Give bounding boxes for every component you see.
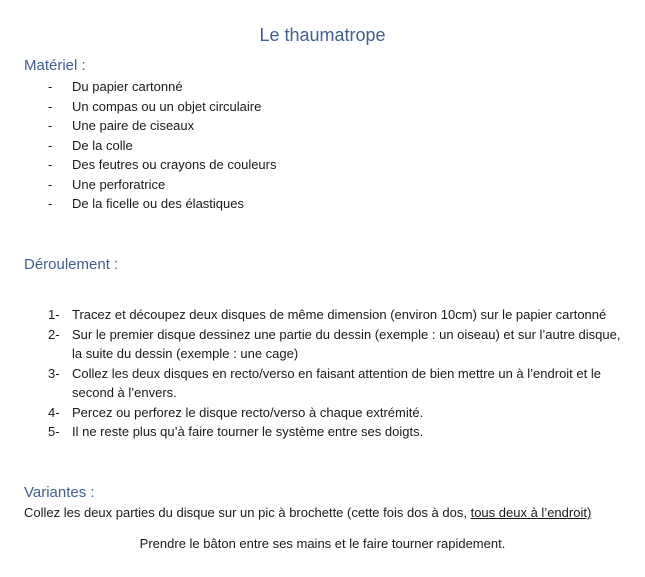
list-item bbox=[0, 175, 645, 195]
list-item-text: De la colle bbox=[72, 137, 133, 153]
list-item bbox=[0, 97, 645, 117]
list-item-text: Des feutres ou crayons de couleurs bbox=[72, 157, 277, 172]
variantes-underlined-text: tous deux à l’endroit) bbox=[470, 505, 592, 520]
variantes-heading: Variantes : bbox=[24, 484, 95, 501]
step-number: 2- bbox=[48, 326, 60, 342]
step-text: Il ne reste plus qu’à faire tourner le système entre ses doigts. bbox=[72, 424, 424, 439]
step-number: 1- bbox=[48, 307, 60, 322]
list-item bbox=[0, 77, 645, 97]
step-text: Sur le premier disque dessinez une partie du dessin (exemple : un oiseau) et sur l’autre disque, la suite du dessin (exemple : une cage) bbox=[72, 326, 621, 361]
page-title: Le thaumatrope bbox=[259, 25, 386, 45]
list-item-text: De la ficelle ou des élastiques bbox=[72, 196, 244, 211]
list-item bbox=[0, 194, 645, 214]
step-item bbox=[0, 403, 645, 423]
step-text: Tracez et découpez deux disques de même dimension (environ 10cm) sur le papier cartonné bbox=[72, 307, 607, 322]
list-item-text: Une perforatrice bbox=[72, 176, 166, 192]
step-number: 4- bbox=[48, 404, 60, 420]
list-item-text: Du papier cartonné bbox=[72, 79, 183, 94]
step-number: 5- bbox=[48, 424, 60, 439]
list-marker: - bbox=[48, 196, 53, 211]
list-marker: - bbox=[48, 79, 53, 94]
deroulement-heading: Déroulement : bbox=[24, 256, 119, 273]
list-item bbox=[0, 155, 645, 175]
list-item-text: Un compas ou un objet circulaire bbox=[72, 98, 262, 114]
variantes-text: Collez les deux parties du disque sur un pic à brochette (cette fois dos à dos, bbox=[24, 505, 471, 520]
step-item bbox=[0, 305, 645, 325]
list-marker: - bbox=[48, 137, 53, 153]
step-item bbox=[0, 325, 645, 364]
step-text: Percez ou perforez le disque recto/verso à chaque extrémité. bbox=[72, 404, 424, 420]
list-marker: - bbox=[48, 176, 53, 192]
step-number: 3- bbox=[48, 365, 60, 381]
step-item bbox=[0, 364, 645, 403]
materiel-heading: Matériel : bbox=[24, 57, 86, 74]
list-item bbox=[0, 136, 645, 156]
step-item bbox=[0, 422, 645, 442]
list-marker: - bbox=[48, 98, 53, 114]
list-marker: - bbox=[48, 118, 53, 133]
materiel-list bbox=[0, 77, 645, 214]
step-text: Collez les deux disques en recto/verso en faisant attention de bien mettre un à l’endroit et le second à l’envers. bbox=[72, 365, 601, 400]
steps-list bbox=[0, 305, 645, 442]
final-instruction: Prendre le bâton entre ses mains et le faire tourner rapidement. bbox=[139, 536, 506, 551]
variantes-paragraph bbox=[24, 505, 591, 520]
list-item bbox=[0, 116, 645, 136]
list-marker: - bbox=[48, 157, 53, 172]
list-item-text: Une paire de ciseaux bbox=[72, 118, 195, 133]
